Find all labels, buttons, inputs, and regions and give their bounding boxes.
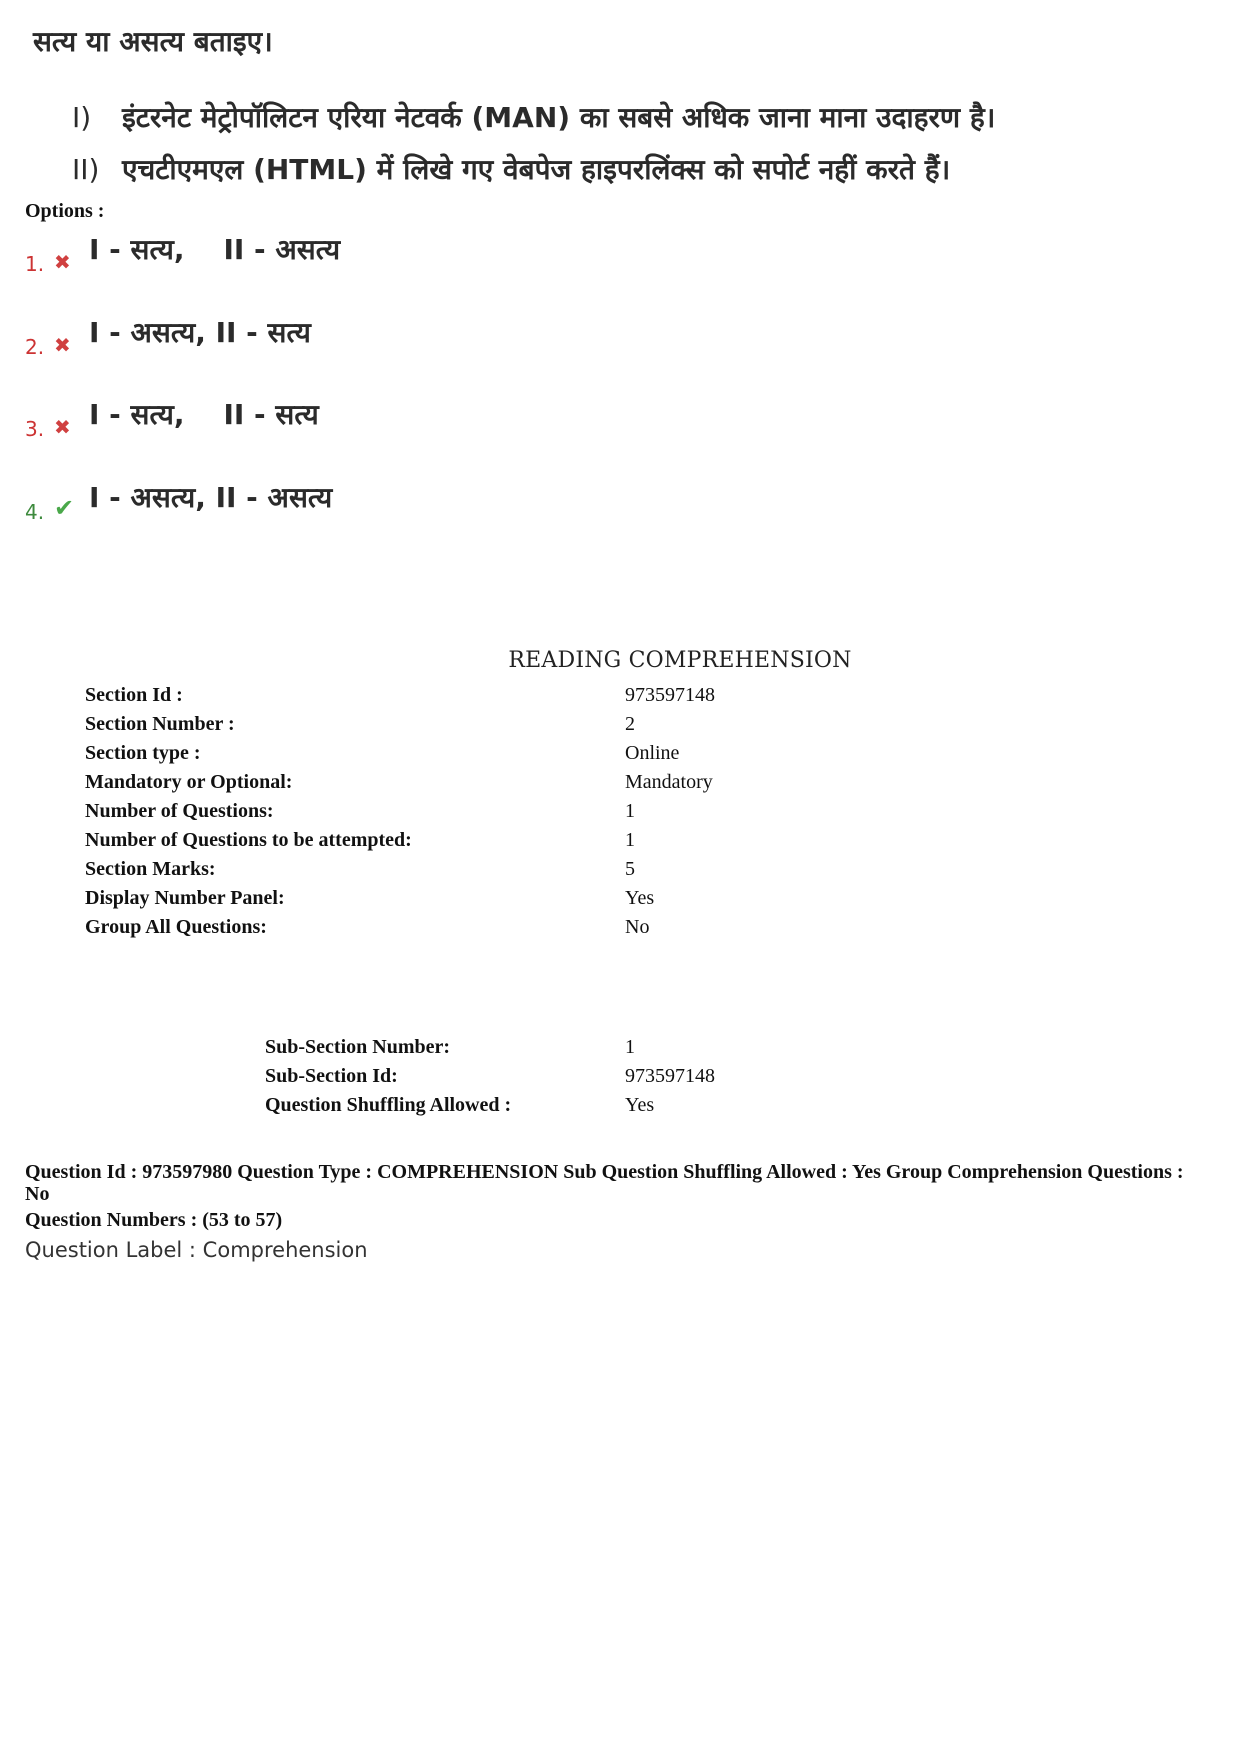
table-row	[85, 829, 715, 858]
statement-2	[72, 150, 950, 188]
cross-icon: ✖	[54, 250, 71, 274]
shuffling-value: Yes	[625, 1094, 655, 1116]
mandatory-value: Mandatory	[625, 771, 713, 793]
subsection-id-value: 973597148	[625, 1065, 715, 1087]
table-row	[85, 800, 715, 829]
table-row	[85, 713, 715, 742]
attempt-count-value: 1	[625, 829, 635, 851]
option-3-text: I - सत्य, II - सत्य	[89, 398, 319, 431]
option-2-text: I - असत्य, II - सत्य	[89, 316, 311, 349]
section-marks-label: Section Marks:	[85, 858, 216, 880]
table-row	[265, 1094, 715, 1123]
section-details	[85, 684, 715, 945]
table-row	[85, 916, 715, 945]
subsection-details	[265, 1036, 715, 1123]
statement-2-number: II)	[72, 153, 100, 186]
group-questions-value: No	[625, 916, 650, 938]
question-count-label: Number of Questions:	[85, 800, 274, 822]
option-4-text: I - असत्य, II - असत्य	[89, 481, 333, 514]
table-row	[265, 1036, 715, 1065]
section-type-value: Online	[625, 742, 680, 764]
section-id-value: 973597148	[625, 684, 715, 706]
table-row	[85, 684, 715, 713]
statement-2-text: एचटीएमएल (HTML) में लिखे गए वेबपेज हाइपरलिंक्स को सपोर्ट नहीं करते हैं।	[122, 153, 951, 186]
table-row	[85, 858, 715, 887]
section-type-label: Section type :	[85, 742, 201, 764]
options-label: Options :	[25, 200, 105, 222]
question-heading: सत्य या असत्य बताइए।	[33, 25, 273, 58]
statement-1-text: इंटरनेट मेट्रोपॉलिटन एरिया नेटवर्क (MAN) का सबसे अधिक जाना माना उदाहरण है।	[122, 101, 996, 134]
question-info: Question Id : 973597980 Question Type : COMPREHENSION Sub Question Shuffling Allowed : Yes Group Comprehension Questions : No	[25, 1161, 1184, 1205]
number-panel-label: Display Number Panel:	[85, 887, 285, 909]
question-numbers: Question Numbers : (53 to 57)	[25, 1209, 283, 1231]
mandatory-label: Mandatory or Optional:	[85, 771, 293, 793]
statement-1-number: I)	[72, 101, 92, 134]
question-label: Question Label : Comprehension	[25, 1238, 368, 1262]
section-number-label: Section Number :	[85, 713, 235, 735]
subsection-number-value: 1	[625, 1036, 635, 1058]
section-id-label: Section Id :	[85, 684, 183, 706]
option-4-number: 4.	[25, 500, 45, 524]
subsection-id-label: Sub-Section Id:	[265, 1065, 398, 1087]
option-2-number: 2.	[25, 335, 45, 359]
shuffling-label: Question Shuffling Allowed :	[265, 1094, 512, 1116]
section-number-value: 2	[625, 713, 635, 735]
cross-icon: ✖	[54, 415, 71, 439]
question-count-value: 1	[625, 800, 635, 822]
option-1-number: 1.	[25, 252, 45, 276]
option-3-number: 3.	[25, 417, 45, 441]
option-1-text: I - सत्य, II - असत्य	[89, 233, 341, 266]
section-title: READING COMPREHENSION	[508, 648, 852, 673]
group-questions-label: Group All Questions:	[85, 916, 267, 938]
number-panel-value: Yes	[625, 887, 655, 909]
attempt-count-label: Number of Questions to be attempted:	[85, 829, 412, 851]
table-row	[265, 1065, 715, 1094]
table-row	[85, 771, 715, 800]
section-marks-value: 5	[625, 858, 635, 880]
statement-1	[72, 98, 995, 136]
cross-icon: ✖	[54, 333, 71, 357]
check-icon: ✔	[54, 494, 75, 522]
table-row	[85, 742, 715, 771]
subsection-number-label: Sub-Section Number:	[265, 1036, 451, 1058]
table-row	[85, 887, 715, 916]
